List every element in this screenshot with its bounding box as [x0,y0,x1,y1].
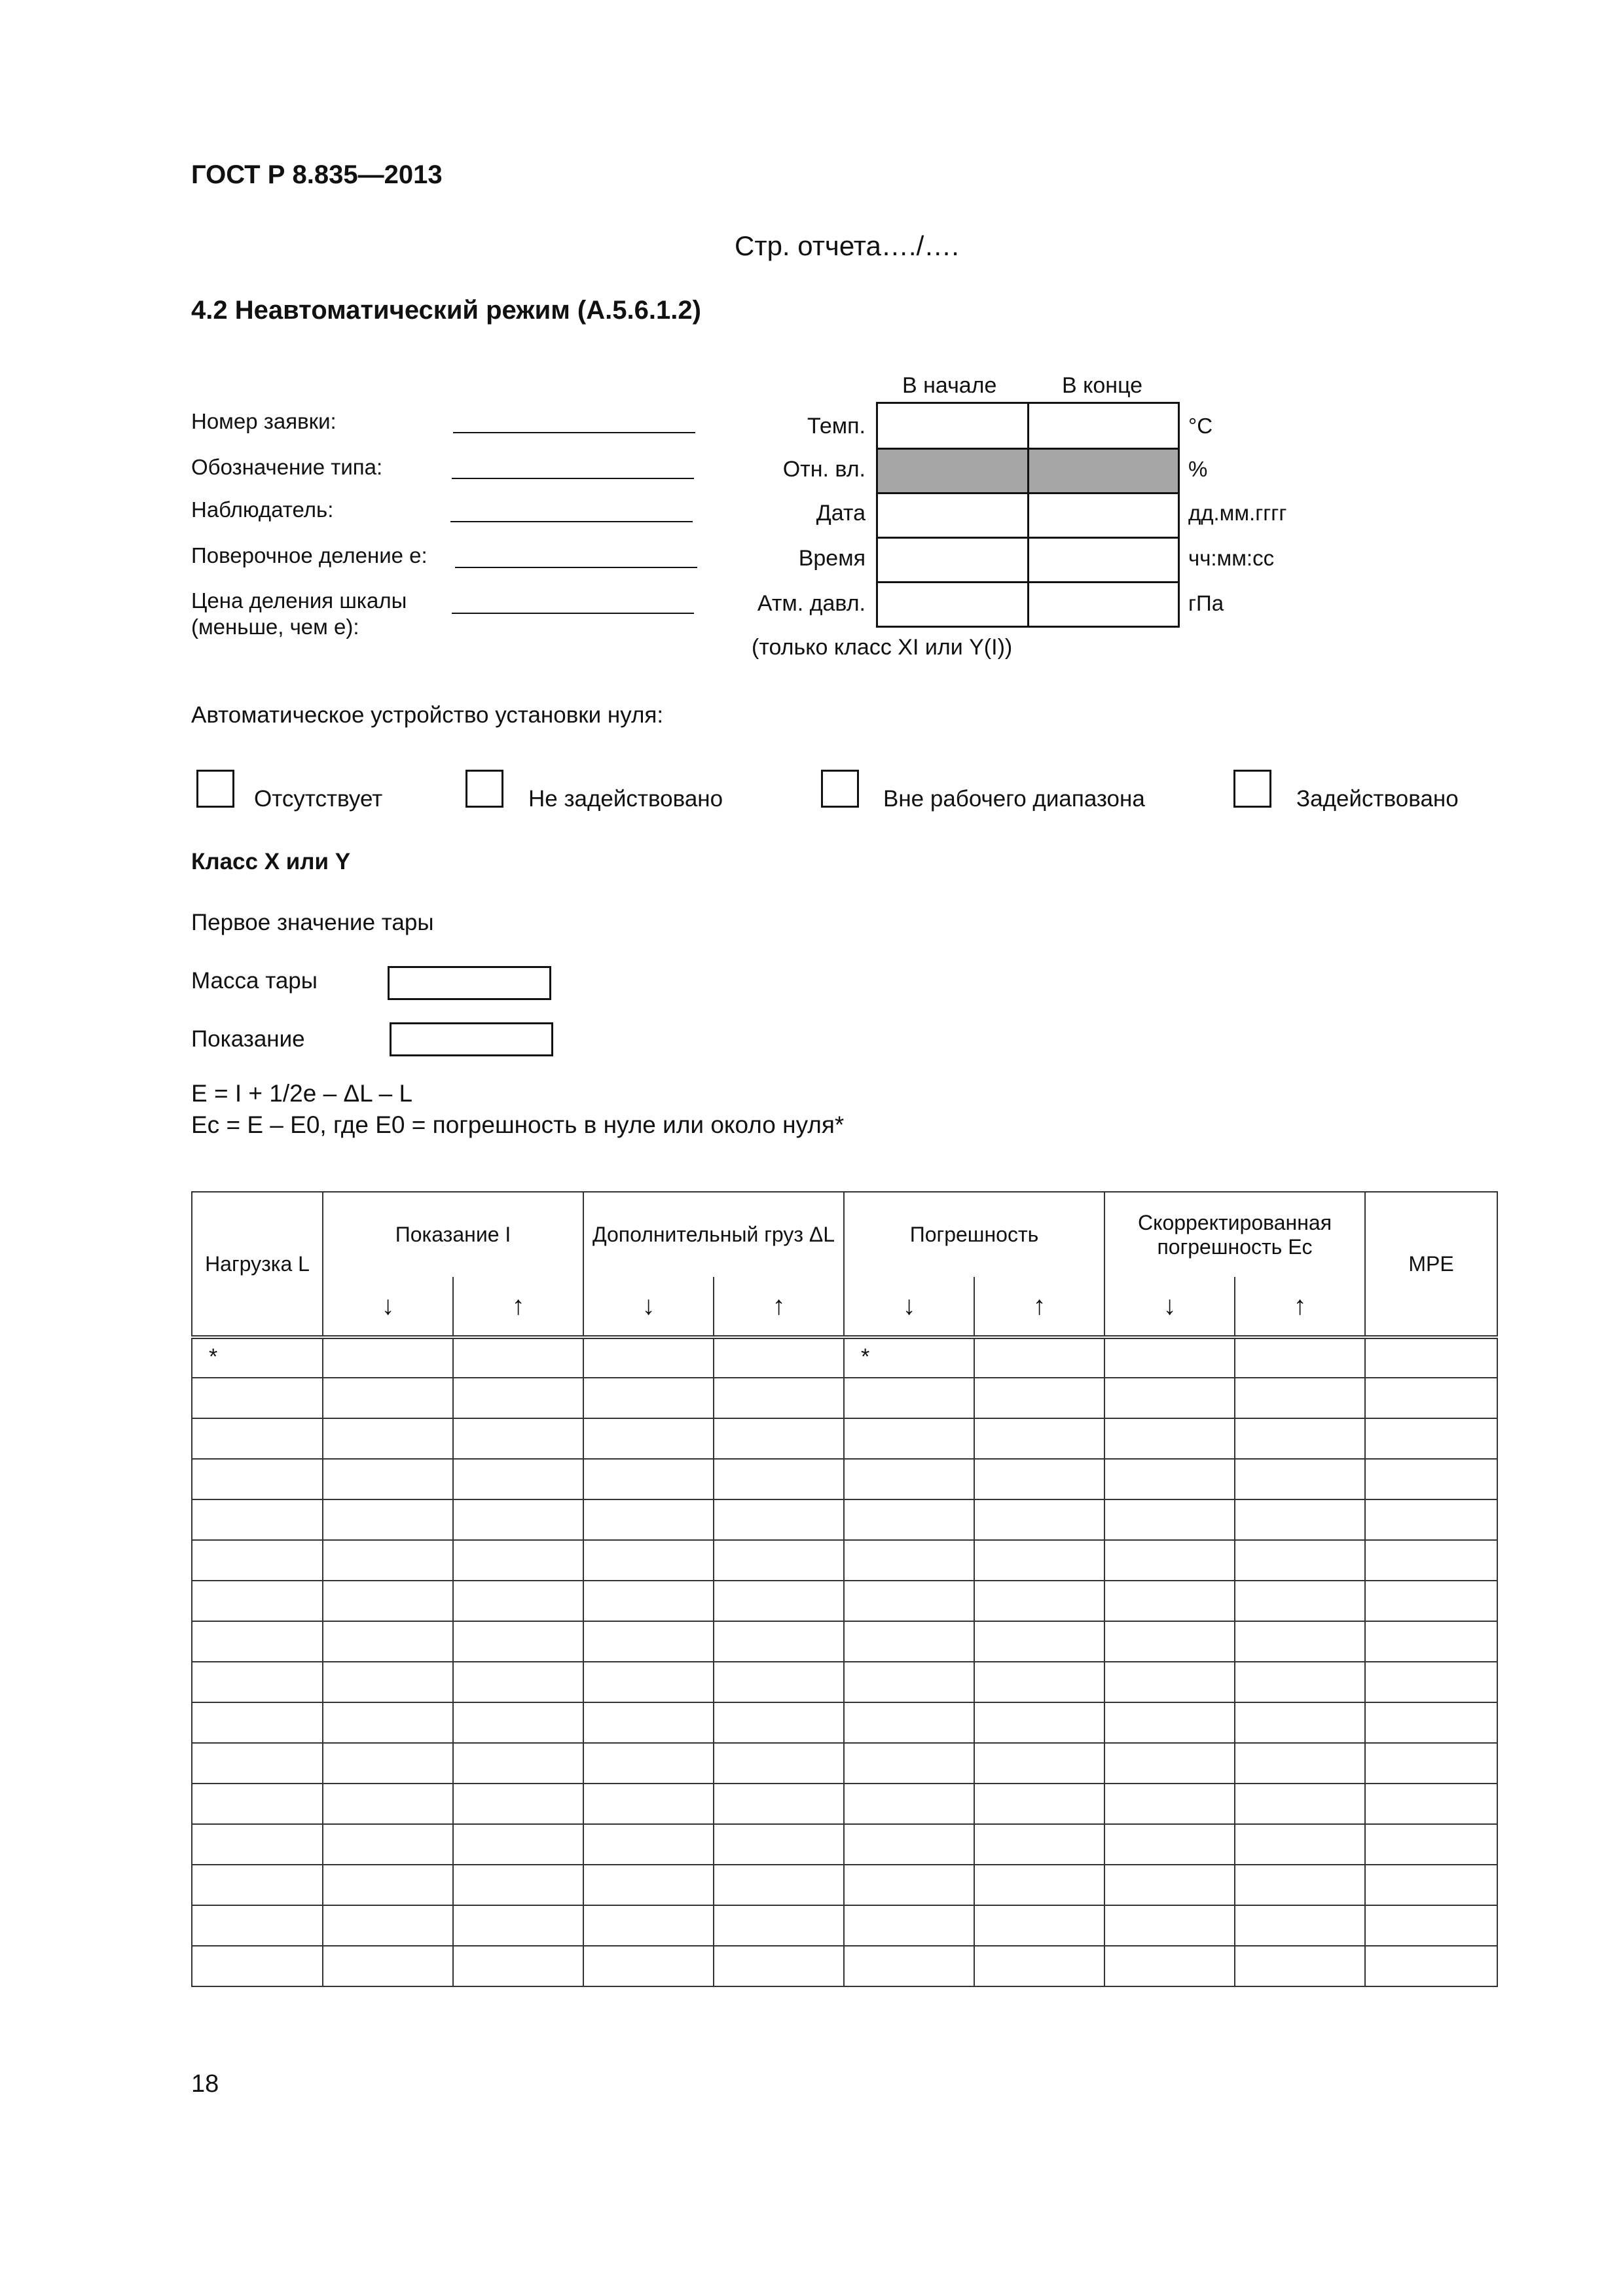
table-row [192,1540,1497,1581]
table-cell[interactable] [192,1865,323,1905]
table-cell[interactable] [583,1662,714,1702]
table-cell[interactable] [1235,1499,1365,1540]
table-cell[interactable] [844,1865,974,1905]
table-cell[interactable] [583,1499,714,1540]
table-cell[interactable] [1235,1581,1365,1621]
table-cell[interactable] [974,1824,1104,1865]
table-cell[interactable] [583,1824,714,1865]
field-label-type-designation: Обозначение типа: [191,455,383,479]
table-cell[interactable] [844,1662,974,1702]
table-cell[interactable] [974,1743,1104,1784]
table-cell[interactable] [1104,1946,1235,1986]
table-cell[interactable] [1365,1946,1497,1986]
table-cell[interactable] [1235,1378,1365,1418]
reading-label: Показание [191,1026,305,1052]
table-cell[interactable] [1235,1784,1365,1824]
table-cell[interactable] [1235,1905,1365,1946]
table-cell[interactable] [714,1865,844,1905]
table-cell[interactable] [192,1540,323,1581]
table-cell[interactable] [974,1662,1104,1702]
table-cell[interactable] [1365,1905,1497,1946]
table-cell[interactable] [583,1621,714,1662]
formula-error: E = I + 1/2e – ΔL – L [191,1080,413,1107]
table-cell[interactable] [192,1459,323,1499]
error-table [191,1191,1498,1987]
table-row [192,1905,1497,1946]
table-cell[interactable] [583,1337,714,1378]
table-cell[interactable] [974,1378,1104,1418]
col-load-header: Нагрузка L [192,1192,323,1337]
tare-mass-label: Масса тары [191,968,318,994]
table-cell[interactable] [323,1784,453,1824]
table-cell[interactable] [1104,1581,1235,1621]
table-cell[interactable] [844,1459,974,1499]
field-line-observer[interactable] [450,521,693,522]
field-label-observer: Наблюдатель: [191,497,334,522]
table-cell[interactable] [583,1905,714,1946]
table-cell[interactable] [192,1946,323,1986]
reading-up-arrow: ↑ [453,1277,583,1337]
table-cell[interactable] [583,1581,714,1621]
field-line-type-designation[interactable] [452,478,694,479]
table-cell[interactable] [453,1905,583,1946]
table-cell[interactable] [844,1540,974,1581]
table-cell[interactable] [974,1784,1104,1824]
env-col-start: В начале [902,373,997,398]
table-cell[interactable] [583,1459,714,1499]
field-label-verification-interval [191,543,428,569]
table-cell[interactable] [453,1743,583,1784]
table-cell[interactable] [844,1946,974,1986]
table-cell[interactable] [844,1621,974,1662]
table-cell[interactable] [844,1378,974,1418]
table-cell[interactable] [714,1702,844,1743]
table-cell[interactable] [1365,1337,1497,1378]
table-cell[interactable] [1365,1702,1497,1743]
table-cell[interactable] [974,1905,1104,1946]
env-unit-humidity: % [1188,457,1208,481]
table-cell[interactable] [1365,1621,1497,1662]
table-cell[interactable] [323,1865,453,1905]
table-cell[interactable] [974,1337,1104,1378]
table-cell[interactable] [1235,1865,1365,1905]
table-cell[interactable] [1365,1418,1497,1459]
field-line-application-number[interactable] [453,432,695,433]
table-cell[interactable] [714,1946,844,1986]
field-line-verification-interval[interactable] [455,567,697,568]
table-cell[interactable] [1235,1459,1365,1499]
table-cell[interactable] [192,1784,323,1824]
table-cell[interactable] [1104,1784,1235,1824]
table-cell[interactable] [974,1459,1104,1499]
table-cell[interactable] [323,1378,453,1418]
table-cell[interactable] [714,1784,844,1824]
env-label-date: Дата [816,501,866,526]
col-corrected-error-header: Скорректированная погрешность Ec [1104,1192,1365,1277]
env-temp-start-cell[interactable] [876,402,1029,450]
table-cell[interactable] [844,1743,974,1784]
table-cell[interactable] [453,1499,583,1540]
env-unit-time: чч:мм:сс [1188,546,1275,570]
table-cell[interactable] [323,1702,453,1743]
table-cell[interactable] [453,1662,583,1702]
table-cell[interactable] [1365,1824,1497,1865]
table-cell[interactable] [1235,1337,1365,1378]
table-cell[interactable] [1235,1662,1365,1702]
formula-corrected-error: Ec = E – E0, где E0 = погрешность в нуле или около нуля* [191,1111,845,1138]
table-cell[interactable] [714,1905,844,1946]
table-cell[interactable] [714,1337,844,1378]
env-label-pressure: Атм. давл. [757,591,866,616]
table-cell[interactable] [1235,1702,1365,1743]
table-cell[interactable] [453,1540,583,1581]
table-cell[interactable] [1365,1459,1497,1499]
table-cell[interactable] [974,1946,1104,1986]
table-cell[interactable] [453,1946,583,1986]
env-label-temp: Темп. [807,414,866,439]
table-cell[interactable] [323,1581,453,1621]
field-label-application-number: Номер заявки: [191,409,337,433]
table-cell[interactable] [192,1621,323,1662]
tare-mass-field[interactable] [388,966,551,1000]
table-cell[interactable] [583,1946,714,1986]
table-cell[interactable] [714,1459,844,1499]
col-added-load-header: Дополнительный груз ΔL [583,1192,844,1277]
table-cell[interactable] [1104,1337,1235,1378]
table-cell[interactable] [192,1378,323,1418]
table-cell[interactable] [1104,1865,1235,1905]
table-cell[interactable] [192,1824,323,1865]
env-unit-pressure: гПа [1188,591,1224,615]
table-cell[interactable] [192,1905,323,1946]
checkbox-absent[interactable] [196,770,234,808]
table-cell[interactable] [453,1581,583,1621]
table-row [192,1946,1497,1986]
table-cell[interactable] [1235,1540,1365,1581]
class-title: Класс X или Y [191,849,351,874]
table-row [192,1418,1497,1459]
table-cell[interactable] [844,1418,974,1459]
table-cell[interactable] [844,1905,974,1946]
table-cell[interactable] [1235,1418,1365,1459]
table-row [192,1337,1497,1378]
table-cell[interactable] [714,1824,844,1865]
error-up-arrow: ↑ [974,1277,1104,1337]
table-row [192,1784,1497,1824]
table-row [192,1743,1497,1784]
table-cell[interactable] [1104,1540,1235,1581]
table-cell[interactable] [453,1865,583,1905]
env-pressure-start-cell[interactable] [876,581,1029,628]
table-cell[interactable] [1365,1743,1497,1784]
table-cell[interactable] [1365,1540,1497,1581]
table-cell[interactable] [1235,1621,1365,1662]
table-cell[interactable] [1104,1499,1235,1540]
table-cell[interactable] [1365,1865,1497,1905]
table-cell[interactable] [1365,1499,1497,1540]
table-cell[interactable]: * [192,1337,323,1378]
table-cell[interactable] [844,1702,974,1743]
error-down-arrow: ↓ [844,1277,974,1337]
col-reading-header: Показание I [323,1192,583,1277]
added-load-up-arrow: ↑ [714,1277,844,1337]
table-cell[interactable] [453,1621,583,1662]
table-cell[interactable] [583,1865,714,1905]
table-cell[interactable] [453,1418,583,1459]
reading-down-arrow: ↓ [323,1277,453,1337]
table-cell[interactable] [1365,1662,1497,1702]
table-cell[interactable]: * [844,1337,974,1378]
table-cell[interactable] [974,1621,1104,1662]
table-cell[interactable] [323,1621,453,1662]
table-cell[interactable] [323,1337,453,1378]
table-cell[interactable] [453,1824,583,1865]
table-cell[interactable] [192,1418,323,1459]
checkbox-out-of-range[interactable] [821,770,859,808]
env-label-humidity: Отн. вл. [782,457,866,482]
added-load-down-arrow: ↓ [583,1277,714,1337]
table-cell[interactable] [714,1418,844,1459]
table-cell[interactable] [714,1378,844,1418]
report-page-number: Стр. отчета…./…. [735,230,959,261]
env-humidity-start-cell[interactable] [876,448,1029,494]
col-mpe-header: MPE [1365,1192,1497,1337]
table-cell[interactable] [453,1784,583,1824]
option-absent-label: Отсутствует [254,786,383,812]
table-cell[interactable] [974,1702,1104,1743]
table-cell[interactable] [844,1499,974,1540]
table-cell[interactable] [714,1499,844,1540]
table-cell[interactable] [583,1418,714,1459]
table-cell[interactable] [1104,1378,1235,1418]
table-cell[interactable] [1104,1418,1235,1459]
table-cell[interactable] [714,1581,844,1621]
table-cell[interactable] [1235,1946,1365,1986]
env-time-end-cell[interactable] [1027,537,1180,583]
table-cell[interactable] [323,1418,453,1459]
section-title: 4.2 Неавтоматический режим (А.5.6.1.2) [191,296,701,325]
table-cell[interactable] [1104,1621,1235,1662]
env-col-end: В конце [1062,373,1143,398]
checkbox-not-engaged[interactable] [465,770,503,808]
env-pressure-end-cell[interactable] [1027,581,1180,628]
table-cell[interactable] [974,1499,1104,1540]
table-row [192,1621,1497,1662]
env-humidity-end-cell[interactable] [1027,448,1180,494]
table-cell[interactable] [714,1540,844,1581]
table-cell[interactable] [1104,1702,1235,1743]
table-cell[interactable] [1104,1662,1235,1702]
table-cell[interactable] [714,1743,844,1784]
table-cell[interactable] [1104,1824,1235,1865]
env-unit-date: дд.мм.гггг [1188,501,1287,525]
table-cell[interactable] [844,1581,974,1621]
corrected-up-arrow: ↑ [1235,1277,1365,1337]
reading-field[interactable] [390,1022,553,1056]
table-cell[interactable] [323,1459,453,1499]
table-cell[interactable] [583,1378,714,1418]
table-cell[interactable] [844,1784,974,1824]
table-cell[interactable] [323,1743,453,1784]
option-not-engaged-label: Не задействовано [528,786,723,812]
table-cell[interactable] [974,1540,1104,1581]
table-cell[interactable] [1104,1743,1235,1784]
env-class-note: (только класс XI или Y(I)) [752,635,1013,660]
table-cell[interactable] [323,1662,453,1702]
table-row [192,1865,1497,1905]
table-cell[interactable] [1365,1378,1497,1418]
field-label-scale-interval: Цена деления шкалы (меньше, чем e): [191,588,407,639]
table-cell[interactable] [192,1662,323,1702]
table-cell[interactable] [323,1540,453,1581]
table-cell[interactable] [453,1459,583,1499]
table-cell[interactable] [583,1784,714,1824]
option-out-of-range-label: Вне рабочего диапазона [883,786,1145,812]
table-cell[interactable] [323,1824,453,1865]
table-cell[interactable] [583,1702,714,1743]
table-cell[interactable] [192,1743,323,1784]
table-cell[interactable] [453,1702,583,1743]
table-cell[interactable] [192,1581,323,1621]
env-temp-end-cell[interactable] [1027,402,1180,450]
table-cell[interactable] [714,1662,844,1702]
table-cell[interactable] [1365,1581,1497,1621]
checkbox-engaged[interactable] [1233,770,1271,808]
table-cell[interactable] [192,1499,323,1540]
table-row [192,1702,1497,1743]
table-cell[interactable] [323,1905,453,1946]
env-date-start-cell[interactable] [876,492,1029,539]
table-cell[interactable] [714,1621,844,1662]
table-cell[interactable] [1104,1905,1235,1946]
tare-first-value-title: Первое значение тары [191,910,434,935]
table-cell[interactable] [974,1581,1104,1621]
table-cell[interactable] [192,1702,323,1743]
table-cell[interactable] [323,1946,453,1986]
field-line-scale-interval[interactable] [452,613,694,614]
table-cell[interactable] [453,1378,583,1418]
document-id: ГОСТ Р 8.835—2013 [191,160,443,189]
table-cell[interactable] [974,1865,1104,1905]
env-unit-temp: °C [1188,414,1213,438]
table-cell[interactable] [974,1418,1104,1459]
table-cell[interactable] [583,1743,714,1784]
env-time-start-cell[interactable] [876,537,1029,583]
table-cell[interactable] [1365,1784,1497,1824]
table-row [192,1499,1497,1540]
table-cell[interactable] [1104,1459,1235,1499]
table-row [192,1581,1497,1621]
error-table-body [192,1337,1497,1986]
table-cell[interactable] [1235,1824,1365,1865]
option-engaged-label: Задействовано [1296,786,1459,812]
table-cell[interactable] [453,1337,583,1378]
col-error-header: Погрешность [844,1192,1104,1277]
table-cell[interactable] [844,1824,974,1865]
env-label-time: Время [798,546,866,571]
table-cell[interactable] [323,1499,453,1540]
env-date-end-cell[interactable] [1027,492,1180,539]
table-row [192,1662,1497,1702]
table-row [192,1459,1497,1499]
corrected-down-arrow: ↓ [1104,1277,1235,1337]
table-row [192,1378,1497,1418]
table-cell[interactable] [583,1540,714,1581]
verification-interval-text: Поверочное деление e: [191,543,428,567]
table-cell[interactable] [1235,1743,1365,1784]
table-row [192,1824,1497,1865]
page-number: 18 [191,2070,219,2098]
zero-device-title: Автоматическое устройство установки нуля: [191,702,664,728]
